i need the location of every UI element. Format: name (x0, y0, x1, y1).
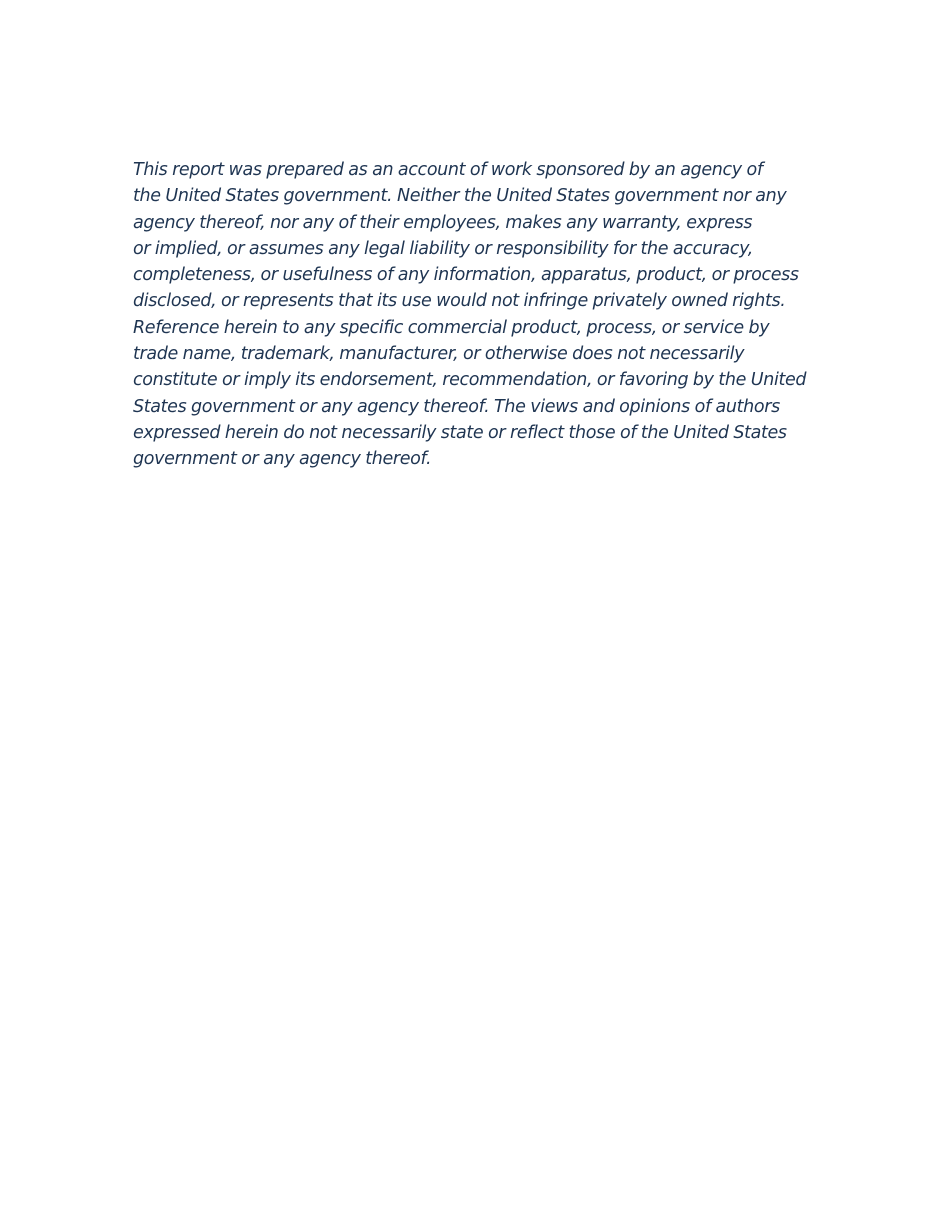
disclaimer-line: the United States government. Neither the United States government nor any (133, 186, 787, 207)
disclaimer-paragraph (133, 157, 833, 473)
disclaimer-line: This report was prepared as an account of work sponsored by an agency of (133, 160, 763, 180)
disclaimer-line: government or any agency thereof. (133, 449, 432, 470)
disclaimer-line: States government or any agency thereof. The views and opinions of authors (133, 396, 780, 417)
disclaimer-line: expressed herein do not necessarily state or reflect those of the United States (133, 422, 787, 443)
disclaimer-line: trade name, trademark, manufacturer, or otherwise does not necessarily (133, 344, 745, 365)
disclaimer-line: disclosed, or represents that its use would not infringe privately owned rights. (133, 291, 786, 312)
disclaimer-line: agency thereof, nor any of their employees, makes any warranty, express (133, 212, 753, 233)
disclaimer-line: or implied, or assumes any legal liability or responsibility for the accuracy, (133, 238, 753, 259)
disclaimer-line: completeness, or usefulness of any information, apparatus, product, or process (133, 265, 799, 286)
disclaimer-line: constitute or imply its endorsement, recommendation, or favoring by the United (133, 370, 807, 391)
disclaimer-line: Reference herein to any specific commercial product, process, or service by (133, 317, 770, 338)
